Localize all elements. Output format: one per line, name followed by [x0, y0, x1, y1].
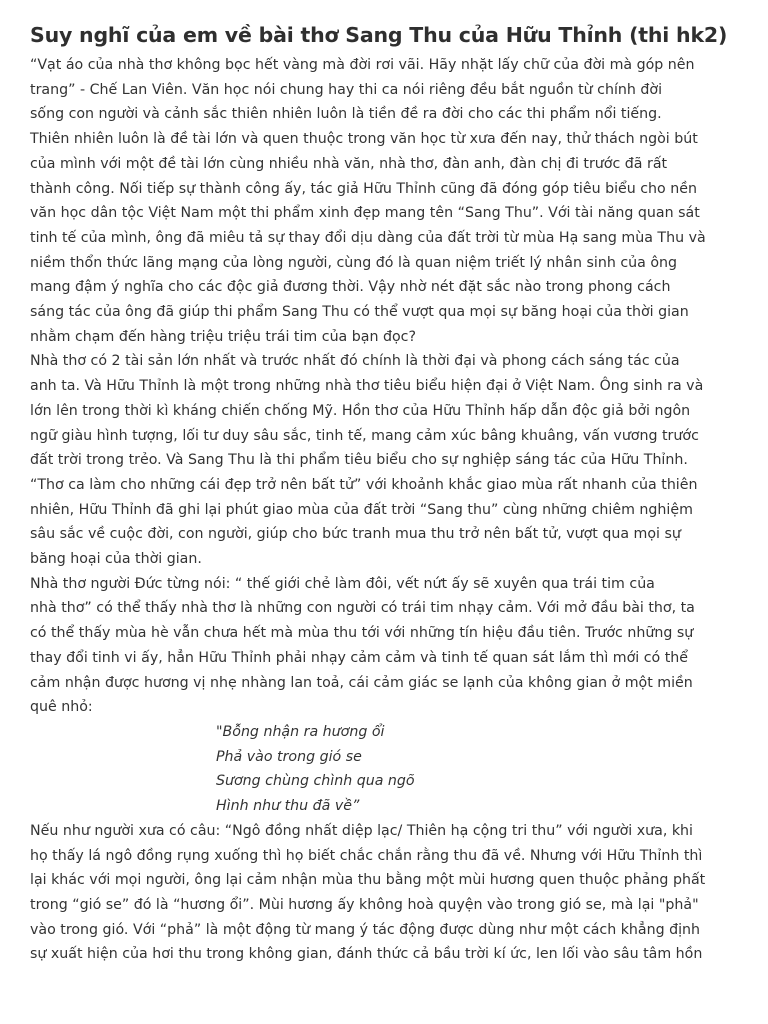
paragraph-scent-analysis [30, 819, 738, 967]
text-line: họ thấy lá ngô đồng rụng xuống thì họ biết chắc chắn rằng thu đã về. Nhưng với Hữu Thỉnh thì [30, 847, 703, 864]
text-line: văn học dân tộc Việt Nam một thi phẩm xinh đẹp mang tên “Sang Thu”. Với tài năng quan sát [30, 205, 700, 222]
text-line: sáng tác của ông đã giúp thi phẩm Sang Thu có thể vượt qua mọi sự băng hoại của thời gian [30, 304, 689, 321]
text-line: “Vạt áo của nhà thơ không bọc hết vàng mà đời rơi vãi. Hãy nhặt lấy chữ của đời mà góp nên [30, 57, 695, 73]
text-line: lớn lên trong thời kì kháng chiến chống Mỹ. Hồn thơ của Hữu Thỉnh hấp dẫn độc giả bởi ngôn [30, 402, 691, 419]
text-line: cảm nhận được hương vị nhẹ nhàng lan toả, cái cảm giác se lạnh của không gian ở một miền [30, 674, 693, 691]
text-line: lại khác với mọi người, ông lại cảm nhận mùa thu bằng một mùi hương quen thuộc phảng phất [30, 872, 706, 889]
text-line: sống con người và cảnh sắc thiên nhiên luôn là tiền đề ra đời cho các thi phẩm nổi tiếng. [30, 106, 662, 123]
text-line: quê nhỏ: [30, 699, 93, 716]
text-line: băng hoại của thời gian. [30, 551, 202, 568]
text-line: Nhà thơ người Đức từng nói: “ thế giới chẻ làm đôi, vết nứt ấy sẽ xuyên qua trái tim của [30, 575, 655, 592]
text-line: trong “gió se” đó là “hương ổi”. Mùi hương ấy không hoà quyện vào trong gió se, mà lại "phả" [30, 896, 699, 913]
text-line: Nếu như người xưa có câu: “Ngô đồng nhất diệp lạc/ Thiên hạ cộng tri thu” với người xưa, khi [30, 822, 693, 839]
text-line: nhằm chạm đến hàng triệu triệu trái tim của bạn đọc? [30, 328, 416, 345]
text-line: thay đổi tinh vi ấy, hẳn Hữu Thỉnh phải nhạy cảm cảm và tinh tế quan sát lắm thì mới có thể [30, 649, 689, 666]
poem-line: Sương chùng chình qua ngõ [216, 773, 415, 790]
text-line: sự xuất hiện của hơi thu trong không gian, đánh thức cả bầu trời kí ức, len lối vào sâu tâm hồn [30, 946, 703, 963]
poem-line: Phả vào trong gió se [216, 748, 362, 765]
text-line: anh ta. Và Hữu Thỉnh là một trong những nhà thơ tiêu biểu hiện đại ở Việt Nam. Ông sinh ra và [30, 378, 704, 395]
text-line: ngữ giàu hình tượng, lối tư duy sâu sắc, tinh tế, mang cảm xúc bâng khuâng, vấn vương trước [30, 427, 699, 444]
text-line: nhà thơ” có thể thấy nhà thơ là những con người có trái tim nhạy cảm. Với mở đầu bài thơ, ta [30, 600, 695, 617]
text-line: mang đậm ý nghĩa cho các độc giả đương thời. Vậy nhờ nét đặt sắc nào trong phong cách [30, 279, 671, 296]
text-line: nhiên, Hữu Thỉnh đã ghi lại phút giao mùa của đất trời “Sang thu” cùng những chiêm nghiệm [30, 501, 693, 518]
article [30, 18, 738, 967]
text-line: thành công. Nối tiếp sự thành công ấy, tác giả Hữu Thỉnh cũng đã đóng góp tiêu biểu cho nền [30, 180, 697, 197]
paragraph-opening-analysis [30, 572, 738, 720]
text-line: đất trời trong trẻo. Và Sang Thu là thi phẩm tiêu biểu cho sự nghiệp sáng tác của Hữu Thỉnh. [30, 452, 688, 469]
article-title: Suy nghĩ của em về bài thơ Sang Thu của Hữu Thỉnh (thi hk2) [30, 23, 728, 47]
text-line: trang” - Chế Lan Viên. Văn học nói chung hay thi ca nói riêng đều bắt nguồn từ chính đời [30, 81, 663, 98]
poem-line: Hình như thu đã về” [216, 798, 360, 815]
text-line: niềm thổn thức lãng mạng của lòng người, cùng đó là quan niệm triết lý nhân sinh của ông [30, 254, 677, 271]
text-line: của mình với một đề tài lớn cùng nhiều nhà văn, nhà thơ, đàn anh, đàn chị đi trước đã rất [30, 155, 668, 172]
text-line: tinh tế của mình, ông đã miêu tả sự thay đổi dịu dàng của đất trời từ mùa Hạ sang mùa Thu và [30, 229, 706, 246]
text-line: vào trong gió. Với “phả” là một động từ mang ý tác động được dùng như một cách khẳng định [30, 921, 701, 938]
poem-line: "Bỗng nhận ra hương ổi [216, 723, 385, 740]
text-line: có thể thấy mùa hè vẫn chưa hết mà mùa thu tới với những tín hiệu đầu tiên. Trước những sự [30, 625, 694, 642]
text-line: sâu sắc về cuộc đời, con người, giúp cho bức tranh mua thu trở nên bất tử, vượt qua mọi sự [30, 526, 681, 543]
text-line: “Thơ ca làm cho những cái đẹp trở nên bất tử” với khoảnh khắc giao mùa rất nhanh của thiên [30, 476, 698, 493]
poem-quote [30, 720, 738, 819]
paragraph-author [30, 349, 738, 571]
paragraph-intro [30, 53, 738, 349]
text-line: Thiên nhiên luôn là đề tài lớn và quen thuộc trong văn học từ xưa đến nay, thử thách ngòi bút [30, 131, 698, 148]
text-line: Nhà thơ có 2 tài sản lớn nhất và trước nhất đó chính là thời đại và phong cách sáng tác của [30, 353, 680, 370]
